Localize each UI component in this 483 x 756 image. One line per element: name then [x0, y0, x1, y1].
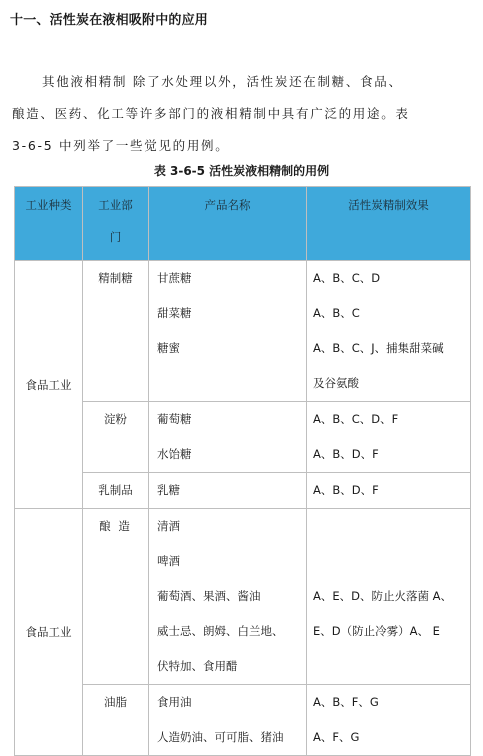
product-item: 清酒	[157, 519, 180, 533]
header-industry-type: 工业种类	[15, 187, 83, 261]
dept-cell: 淀粉	[83, 402, 149, 473]
header-dept-line: 门	[109, 230, 122, 244]
effect-item: A、B、F、G	[313, 695, 379, 709]
effect-cell	[307, 685, 471, 756]
section-title: 十一、活性炭在液相吸附中的应用	[10, 13, 209, 28]
effect-item: A、B、C、D、F	[313, 412, 399, 426]
effect-item: A、B、C	[313, 306, 360, 320]
effect-cell	[307, 509, 471, 685]
effect-cell	[307, 261, 471, 402]
product-item: 食用油	[157, 695, 192, 709]
product-item: 人造奶油、可可脂、猪油	[157, 730, 284, 744]
paragraph-line: 酿造、医药、化工等许多部门的液相精制中具有广泛的用途。表	[12, 106, 410, 121]
header-product-name: 产品名称	[149, 187, 307, 261]
effect-item: A、B、C、D	[313, 271, 381, 285]
product-item: 葡萄糖	[157, 412, 192, 426]
table-caption: 表 3-6-5 活性炭液相精制的用例	[153, 164, 330, 178]
effect-item	[313, 509, 470, 544]
table-row	[15, 509, 471, 685]
product-cell	[149, 261, 307, 402]
dept-cell: 酿 造	[83, 509, 149, 685]
table-header-row	[15, 187, 471, 261]
product-item: 糖蜜	[157, 341, 180, 355]
header-dept-line: 工业部	[98, 198, 133, 212]
table-row	[15, 402, 471, 473]
product-item: 甘蔗糖	[157, 271, 192, 285]
table-row	[15, 685, 471, 756]
effect-item: A、F、G	[313, 730, 360, 744]
product-cell	[149, 685, 307, 756]
table-row	[15, 261, 471, 402]
product-item	[157, 366, 306, 401]
paragraph-line: 其他液相精制 除了水处理以外，活性炭还在制糖、食品、	[42, 74, 403, 89]
product-item: 啤酒	[157, 554, 180, 568]
table-row	[15, 473, 471, 509]
product-item: 葡萄酒、果酒、酱油	[157, 589, 261, 603]
product-item: 威士忌、朗姆、白兰地、	[157, 624, 284, 638]
effect-item: A、E、D、防止火落菌 A、	[313, 589, 453, 603]
effect-item	[313, 544, 470, 579]
product-cell	[149, 509, 307, 685]
application-table	[14, 186, 471, 756]
paragraph-line: 3-6-5 中列举了一些觉见的用例。	[12, 138, 230, 153]
effect-cell	[307, 402, 471, 473]
effect-item: A、B、C、J、捕集甜菜碱	[313, 341, 444, 355]
effect-item: A、B、D、F	[313, 447, 379, 461]
effect-item: A、B、D、F	[313, 483, 379, 497]
product-item: 水饴糖	[157, 447, 192, 461]
category-cell: 食品工业	[15, 261, 83, 509]
dept-cell: 精制糖	[83, 261, 149, 402]
effect-cell	[307, 473, 471, 509]
product-item: 乳糖	[157, 483, 180, 497]
effect-item: E、D（防止冷雾）A、 E	[313, 624, 440, 638]
effect-item: 及谷氨酸	[313, 376, 359, 390]
category-cell: 食品工业	[15, 509, 83, 756]
product-cell	[149, 402, 307, 473]
header-industry-dept	[83, 187, 149, 261]
header-effect: 活性炭精制效果	[307, 187, 471, 261]
intro-paragraph	[12, 66, 470, 162]
product-item: 伏特加、食用醋	[157, 659, 238, 673]
product-cell	[149, 473, 307, 509]
dept-cell: 油脂	[83, 685, 149, 756]
effect-item	[313, 649, 470, 684]
product-item: 甜菜糖	[157, 306, 192, 320]
dept-cell: 乳制品	[83, 473, 149, 509]
